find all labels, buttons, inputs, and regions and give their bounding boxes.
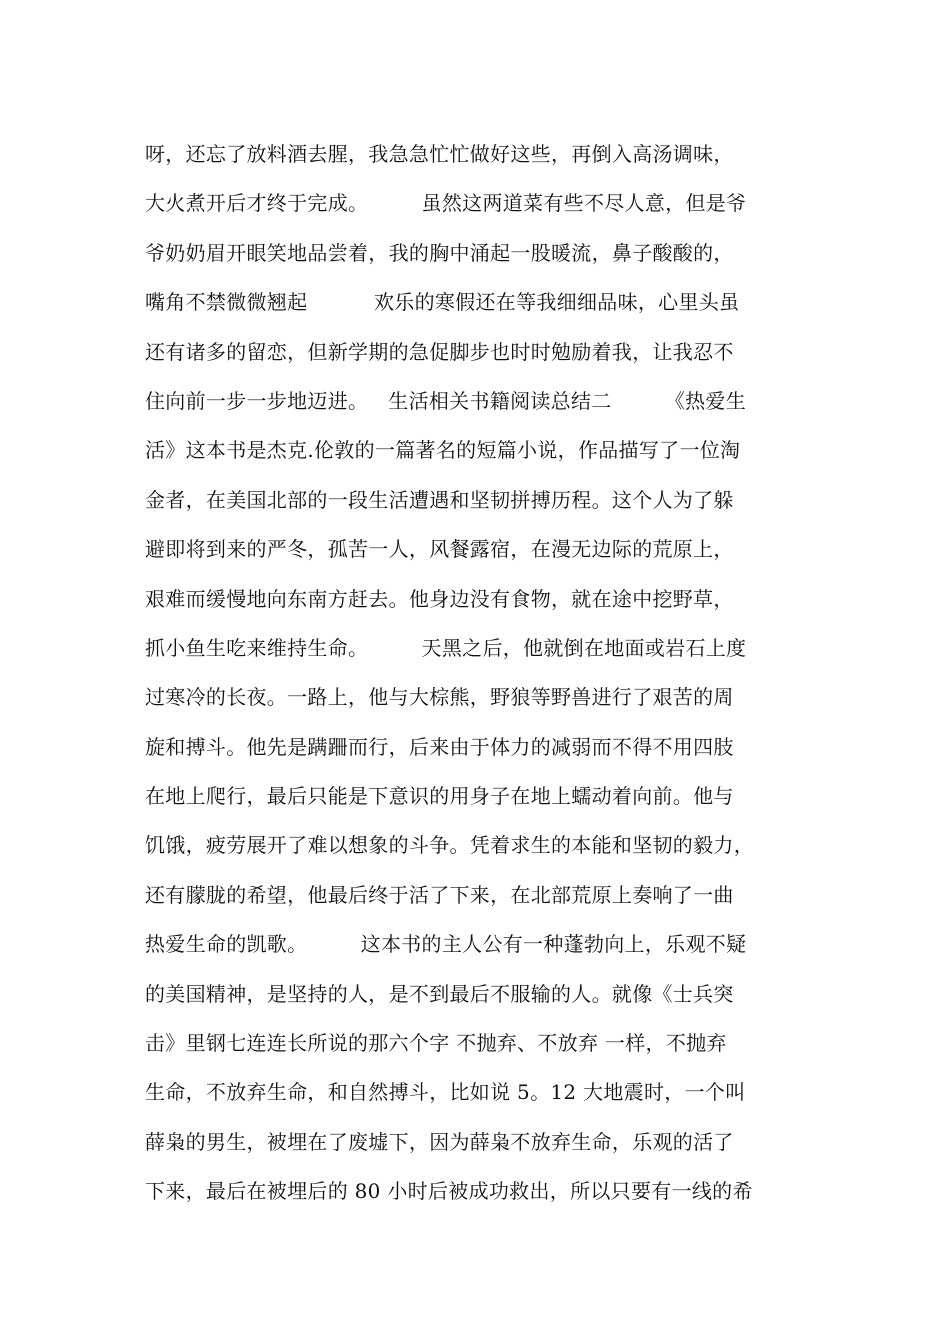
text-line: 在地上爬行，最后只能是下意识的用身子在地上蠕动着向前。他与 [145,784,734,809]
text-line: 还有诸多的留恋，但新学期的急促脚步也时时勉励着我，让我忍不 [145,339,734,364]
text-line: 抓小鱼生吃来维持生命。 天黑之后，他就倒在地面或岩石上度 [145,635,747,660]
text-line: 饥饿，疲劳展开了难以想象的斗争。凭着求生的本能和坚韧的毅力， [145,833,754,858]
text-line: 还有朦胧的希望，他最后终于活了下来，在北部荒原上奏响了一曲 [145,882,734,907]
text-line: 生命，不放弃生命，和自然搏斗，比如说 5。12 大地震时，一个叫 [145,1080,746,1105]
text-line: 击》里钢七连连长所说的那六个字 不抛弃、不放弃 一样，不抛弃 [145,1031,727,1056]
text-line: 嘴角不禁微微翘起 欢乐的寒假还在等我细细品味，心里头虽 [145,290,740,315]
text-line: 热爱生命的凯歌。 这本书的主人公有一种蓬勃向上，乐观不疑 [145,932,747,957]
body-text [145,130,835,1217]
text-line: 避即将到来的严冬，孤苦一人，风餐露宿，在漫无边际的荒原上， [145,537,734,562]
text-line: 爷奶奶眉开眼笑地品尝着，我的胸中涌起一股暖流，鼻子酸酸的， [145,240,734,265]
text-line: 薛枭的男生，被埋在了废墟下，因为薛枭不放弃生命，乐观的活了 [145,1129,734,1154]
text-line: 金者，在美国北部的一段生活遭遇和坚韧拼搏历程。这个人为了躲 [145,487,734,512]
text-line: 艰难而缓慢地向东南方赶去。他身边没有食物，就在途中挖野草， [145,586,734,611]
text-line: 旋和搏斗。他先是蹒跚而行，后来由于体力的减弱而不得不用四肢 [145,734,734,759]
text-line: 过寒冷的长夜。一路上，他与大棕熊，野狼等野兽进行了艰苦的周 [145,685,734,710]
text-line: 活》这本书是杰克.伦敦的一篇著名的短篇小说，作品描写了一位淘 [145,438,741,463]
text-line: 呀，还忘了放料酒去腥，我急急忙忙做好这些，再倒入高汤调味， [145,142,734,166]
text-line: 的美国精神，是坚持的人，是不到最后不服输的人。就像《士兵突 [145,981,734,1006]
text-line: 住向前一步一步地迈进。 生活相关书籍阅读总结二 《热爱生 [145,388,747,413]
text-line: 下来，最后在被埋后的 80 小时后被成功救出，所以只要有一线的希 [145,1179,753,1204]
text-line: 大火煮开后才终于完成。 虽然这两道菜有些不尽人意，但是爷 [145,191,747,216]
